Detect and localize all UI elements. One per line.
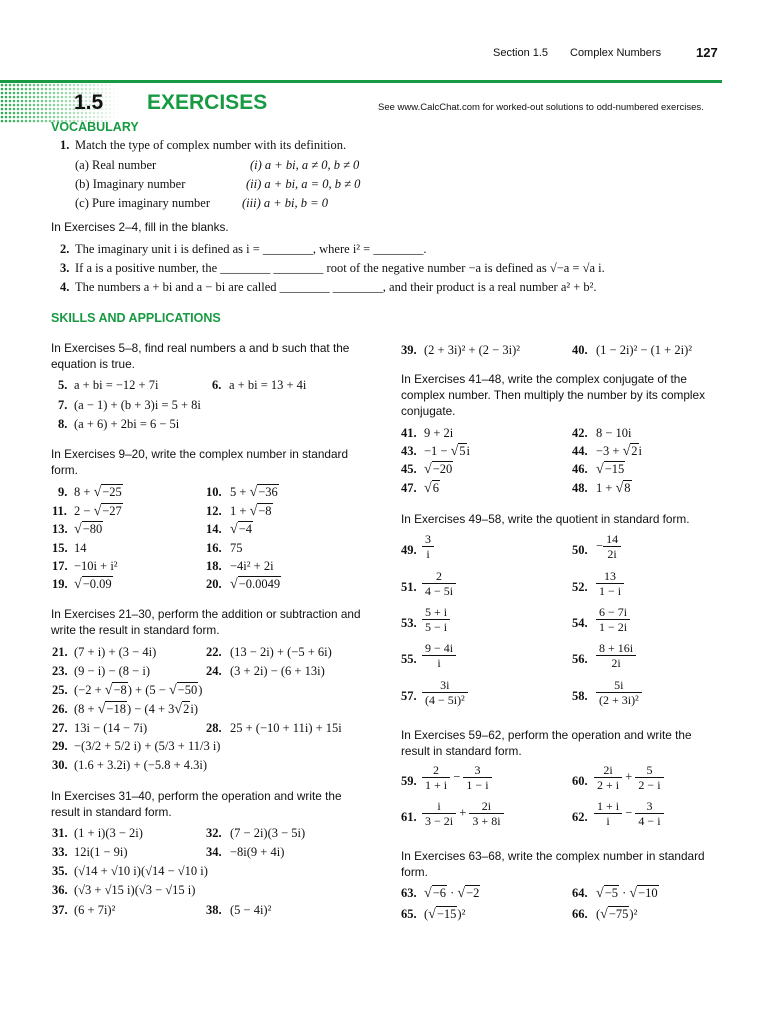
exercise-number: 34. [206, 845, 222, 859]
exercise-49 [422, 532, 434, 561]
exercise-number: 21. [52, 645, 68, 659]
exercise-6: a + bi = 13 + 4i [229, 378, 307, 392]
exercise-40: (1 − 2i)² − (1 + 2i)² [596, 343, 692, 357]
radicand: 2 [631, 444, 638, 458]
radicand: −10 [638, 886, 658, 900]
exercise-31: (1 + i)(3 − 2i) [74, 826, 143, 840]
numerator: 3 [646, 799, 653, 813]
exercise-number: 59. [401, 774, 417, 788]
denominator: 4 − i [635, 813, 663, 828]
exercise-27: 13i − (14 − 7i) [74, 721, 148, 735]
radicand: −18 [106, 702, 126, 716]
denominator: 2i [603, 546, 621, 561]
numerator: 5 [646, 763, 653, 777]
exercise-number: 62. [572, 810, 588, 824]
exercise-16: 75 [230, 541, 243, 555]
exercise-number: 46. [572, 462, 588, 476]
instructions-9-20: In Exercises 9–20, write the complex number in standard form. [51, 447, 349, 477]
radicand: −25 [102, 485, 122, 499]
numerator: 5i [614, 678, 624, 692]
exercise-number: 40. [572, 343, 588, 357]
numerator: 2i [481, 799, 492, 813]
exercise-13: √−80 [74, 522, 103, 537]
match-left-b: (b) Imaginary number [75, 177, 186, 191]
radicand: −8 [258, 504, 272, 518]
expr-part: )² [629, 907, 638, 921]
expr-part: (8 + [74, 702, 98, 716]
radicand: −5 [604, 886, 618, 900]
exercise-number: 51. [401, 580, 417, 594]
exercise-number: 43. [401, 444, 417, 458]
operator: · [447, 886, 458, 900]
expr-part: ( [424, 907, 429, 921]
exercise-number: 4. [60, 280, 70, 294]
exercise-number: 6. [212, 378, 222, 392]
numerator: 2 [433, 763, 440, 777]
exercise-35: (√14 + √10 i)(√14 − √10 i) [74, 864, 208, 878]
expr-part: −3 + [596, 444, 623, 458]
numerator: 5 + i [425, 605, 448, 619]
exercise-number: 31. [52, 826, 68, 840]
exercise-24: (3 + 2i) − (6 + 13i) [230, 664, 325, 678]
exercise-26: (8 + √−18) − (4 + 3√2i) [74, 702, 198, 717]
exercise-5: a + bi = −12 + 7i [74, 378, 159, 392]
expr-part: i) [190, 702, 198, 716]
exercise-number: 49. [401, 543, 417, 557]
exercise-number: 33. [52, 845, 68, 859]
denominator: 1 − i [596, 583, 624, 598]
exercise-number: 12. [206, 504, 222, 518]
instructions-59-62: In Exercises 59–62, perform the operation and write the result in standard form. [401, 728, 692, 758]
exercise-12: 1 + √−8 [230, 504, 272, 519]
expr-part: 8 + [74, 485, 94, 499]
operator: + [459, 805, 467, 820]
exercise-39: (2 + 3i)² + (2 − 3i)² [424, 343, 520, 357]
numerator: 13 [604, 569, 617, 583]
exercise-15: 14 [74, 541, 87, 555]
exercise-2-text: The imaginary unit i is defined as i = ________, where i² = ________. [75, 242, 427, 256]
exercise-number: 8. [58, 417, 68, 431]
numerator: 2 [436, 569, 443, 583]
exercise-number: 65. [401, 907, 417, 921]
exercise-11: 2 − √−27 [74, 504, 122, 519]
exercise-63: √−6 · √−2 [424, 886, 480, 901]
exercise-number: 18. [206, 559, 222, 573]
exercise-number: 61. [401, 810, 417, 824]
exercise-number: 22. [206, 645, 222, 659]
exercise-30: (1.6 + 3.2i) + (−5.8 + 4.3i) [74, 758, 208, 772]
exercise-number: 11. [52, 504, 67, 518]
exercise-37: (6 + 7i)² [74, 903, 116, 917]
exercise-number: 41. [401, 426, 417, 440]
exercise-number: 64. [572, 886, 588, 900]
exercise-14: √−4 [230, 522, 252, 537]
expr-part: 1 + [230, 504, 250, 518]
instructions-41-48: In Exercises 41–48, write the complex conjugate of the complex number. Then multiply the number by its complex conjugate. [401, 372, 706, 418]
exercise-number: 63. [401, 886, 417, 900]
exercise-55 [422, 641, 456, 670]
page-number: 127 [696, 45, 718, 60]
expr-part: i [638, 444, 643, 458]
exercise-9: 8 + √−25 [74, 485, 122, 500]
expr-part: 5 + [230, 485, 250, 499]
exercise-56 [596, 641, 636, 670]
exercise-number: 25. [52, 683, 68, 697]
exercise-48: 1 + √8 [596, 481, 631, 496]
radicand: 8 [624, 481, 631, 495]
operator: − [625, 805, 633, 820]
expr-part: i [466, 444, 471, 458]
exercise-number: 20. [206, 577, 222, 591]
exercise-65: (√−15)² [424, 907, 466, 922]
operator: · [619, 886, 630, 900]
denominator: 2i [596, 655, 636, 670]
exercise-number: 29. [52, 739, 68, 753]
radicand: −6 [432, 886, 446, 900]
exercise-number: 66. [572, 907, 588, 921]
exercise-number: 35. [52, 864, 68, 878]
exercise-29: −(3/2 + 5/2 i) + (5/3 + 11/3 i) [74, 739, 221, 753]
numerator: 3i [440, 678, 450, 692]
exercise-64: √−5 · √−10 [596, 886, 658, 901]
denominator: i [422, 546, 434, 561]
exercise-number: 9. [58, 485, 68, 499]
radicand: −8 [113, 683, 127, 697]
exercise-59 [422, 763, 492, 792]
exercise-number: 13. [52, 522, 68, 536]
exercise-43: −1 − √5i [424, 444, 471, 459]
exercise-number: 10. [206, 485, 222, 499]
denominator: 1 − 2i [596, 619, 630, 634]
exercise-34: −8i(9 + 4i) [230, 845, 285, 859]
section-title: Complex Numbers [570, 47, 662, 59]
instructions-5-8: In Exercises 5–8, find real numbers a and b such that the equation is true. [51, 341, 350, 371]
radicand: 2 [183, 702, 190, 716]
exercise-23: (9 − i) − (8 − i) [74, 664, 150, 678]
radicand: −36 [258, 485, 278, 499]
exercise-51 [422, 569, 456, 598]
exercise-8: (a + 6) + 2bi = 6 − 5i [74, 417, 180, 431]
denominator: i [422, 655, 456, 670]
exercise-52 [596, 569, 624, 598]
exercise-number: 39. [401, 343, 417, 357]
denominator: 1 + i [422, 777, 450, 792]
exercise-number: 42. [572, 426, 588, 440]
exercises-title: EXERCISES [147, 91, 268, 114]
exercise-number: 58. [572, 689, 588, 703]
numerator: 6 − 7i [599, 605, 628, 619]
exercise-number: 24. [206, 664, 222, 678]
exercise-number: 26. [52, 702, 68, 716]
expr-part: −1 − [424, 444, 451, 458]
exercise-number: 53. [401, 616, 417, 630]
numerator: 2i [603, 763, 613, 777]
exercise-50 [596, 532, 621, 561]
exercise-4-text: The numbers a + bi and a − bi are called ________ ________, and their product is a real number a² + b². [75, 280, 597, 294]
skills-heading: SKILLS AND APPLICATIONS [51, 311, 221, 325]
exercise-61 [422, 799, 504, 828]
radicand: −50 [177, 683, 198, 697]
exercise-number: 5. [58, 378, 68, 392]
expr-part: (−2 + [74, 683, 105, 697]
exercise-number: 60. [572, 774, 588, 788]
exercise-number: 2. [60, 242, 70, 256]
exercise-7: (a − 1) + (b + 3)i = 5 + 8i [74, 398, 201, 412]
exercise-25: (−2 + √−8) + (5 − √−50) [74, 683, 203, 698]
exercise-number: 23. [52, 664, 68, 678]
exercise-10: 5 + √−36 [230, 485, 278, 500]
denominator: 3 + 8i [469, 813, 503, 828]
exercise-number: 3. [60, 261, 70, 275]
exercise-33: 12i(1 − 9i) [74, 845, 128, 859]
expr-part: 2 − [74, 504, 94, 518]
section-label: Section 1.5 [493, 47, 549, 59]
exercise-36: (√3 + √15 i)(√3 − √15 i) [74, 883, 196, 897]
radicand: −15 [436, 907, 457, 921]
radicand: −27 [102, 504, 122, 518]
exercise-45: √−20 [424, 462, 453, 477]
exercise-54 [596, 605, 630, 634]
radicand: −2 [466, 886, 480, 900]
operator: − [453, 769, 461, 784]
exercise-number: 32. [206, 826, 222, 840]
expr-part: ( [596, 907, 601, 921]
exercise-60 [594, 763, 664, 792]
exercise-18: −4i² + 2i [230, 559, 274, 573]
expr-part: ) − (4 + 3 [126, 702, 175, 716]
denominator: (4 − 5i)² [422, 692, 468, 707]
expr-part: ) + (5 − [127, 683, 169, 697]
exercise-number: 1. [60, 138, 70, 152]
exercise-number: 48. [572, 481, 588, 495]
radicand: −80 [82, 522, 103, 536]
radicand: −0.09 [82, 577, 112, 591]
match-left-c: (c) Pure imaginary number [75, 196, 211, 210]
exercise-28: 25 + (−10 + 11i) + 15i [230, 721, 342, 735]
denominator: 2 − i [635, 777, 663, 792]
exercise-number: 45. [401, 462, 417, 476]
denominator: 4 − 5i [422, 583, 456, 598]
exercise-46: √−15 [596, 462, 625, 477]
exercise-number: 30. [52, 758, 68, 772]
instructions-31-40: In Exercises 31–40, perform the operation and write the result in standard form. [51, 789, 342, 819]
numerator: 3 [425, 532, 431, 546]
exercise-number: 50. [572, 543, 588, 557]
expr-part: − [596, 538, 604, 553]
calcchat-note: See www.CalcChat.com for worked-out solutions to odd-numbered exercises. [378, 102, 704, 113]
exercise-66: (√−75)² [596, 907, 638, 922]
radicand: −0.0049 [238, 577, 281, 591]
exercise-42: 8 − 10i [596, 426, 632, 440]
instructions-2-4: In Exercises 2–4, fill in the blanks. [51, 220, 229, 234]
exercise-number: 44. [572, 444, 588, 458]
vocabulary-heading: VOCABULARY [51, 120, 139, 134]
exercise-38: (5 − 4i)² [230, 903, 272, 917]
radicand: −15 [604, 462, 625, 476]
exercise-number: 38. [206, 903, 222, 917]
exercise-19: √−0.09 [74, 577, 112, 592]
numerator: 8 + 16i [599, 641, 634, 655]
match-right-iii: (iii) a + bi, b = 0 [242, 196, 328, 210]
exercise-47: √6 [424, 481, 439, 496]
expr-part: 1 + [596, 481, 616, 495]
denominator: 5 − i [422, 619, 450, 634]
exercise-53 [422, 605, 450, 634]
numerator: 1 + i [597, 799, 620, 813]
exercise-number: 17. [52, 559, 68, 573]
exercise-number: 28. [206, 721, 222, 735]
exercise-number: 55. [401, 652, 417, 666]
exercise-number: 14. [206, 522, 222, 536]
exercise-32: (7 − 2i)(3 − 5i) [230, 826, 306, 840]
match-right-ii: (ii) a + bi, a = 0, b ≠ 0 [246, 177, 361, 191]
exercise-41: 9 + 2i [424, 426, 454, 440]
exercise-44: −3 + √2i [596, 444, 643, 459]
numerator: i [437, 799, 441, 813]
exercise-number: 56. [572, 652, 588, 666]
exercise-number: 47. [401, 481, 417, 495]
match-left-a: (a) Real number [75, 158, 157, 172]
exercise-number: 36. [52, 883, 68, 897]
radicand: −20 [432, 462, 453, 476]
instructions-21-30: In Exercises 21–30, perform the addition or subtraction and write the result in standard form. [51, 607, 361, 637]
exercise-22: (13 − 2i) + (−5 + 6i) [230, 645, 332, 659]
exercise-number: 52. [572, 580, 588, 594]
radicand: 6 [432, 481, 439, 495]
exercise-58 [596, 678, 642, 707]
denominator: i [594, 813, 622, 828]
exercise-57 [422, 678, 468, 707]
exercise-3-text: If a is a positive number, the ________ ________ root of the negative number −a is defined as √−a = √a i. [75, 261, 605, 275]
denominator: 3 − 2i [422, 813, 456, 828]
radicand: −75 [608, 907, 629, 921]
radicand: 5 [459, 444, 466, 458]
match-right-i: (i) a + bi, a ≠ 0, b ≠ 0 [250, 158, 360, 172]
expr-part: ) [198, 683, 203, 697]
exercise-number: 57. [401, 689, 417, 703]
exercise-1-text: Match the type of complex number with its definition. [75, 138, 347, 152]
numerator: 3 [474, 763, 481, 777]
exercise-number: 37. [52, 903, 68, 917]
denominator: 2 + i [594, 777, 622, 792]
exercise-number: 15. [52, 541, 68, 555]
exercise-20: √−0.0049 [230, 577, 281, 592]
exercise-21: (7 + i) + (3 − 4i) [74, 645, 157, 659]
exercise-62 [594, 799, 664, 828]
exercise-number: 19. [52, 577, 68, 591]
exercise-number: 54. [572, 616, 588, 630]
section-number: 1.5 [74, 91, 104, 114]
exercise-17: −10i + i² [74, 559, 118, 573]
denominator: 1 − i [463, 777, 491, 792]
exercise-number: 27. [52, 721, 68, 735]
instructions-63-68: In Exercises 63–68, write the complex number in standard form. [401, 849, 705, 879]
expr-part: )² [457, 907, 466, 921]
exercise-number: 7. [58, 398, 68, 412]
radicand: −4 [238, 522, 252, 536]
numerator: 9 − 4i [425, 641, 454, 655]
instructions-49-58: In Exercises 49–58, write the quotient in standard form. [401, 512, 690, 526]
numerator: 14 [606, 532, 619, 546]
operator: + [625, 769, 633, 784]
exercise-number: 16. [206, 541, 222, 555]
denominator: (2 + 3i)² [596, 692, 642, 707]
